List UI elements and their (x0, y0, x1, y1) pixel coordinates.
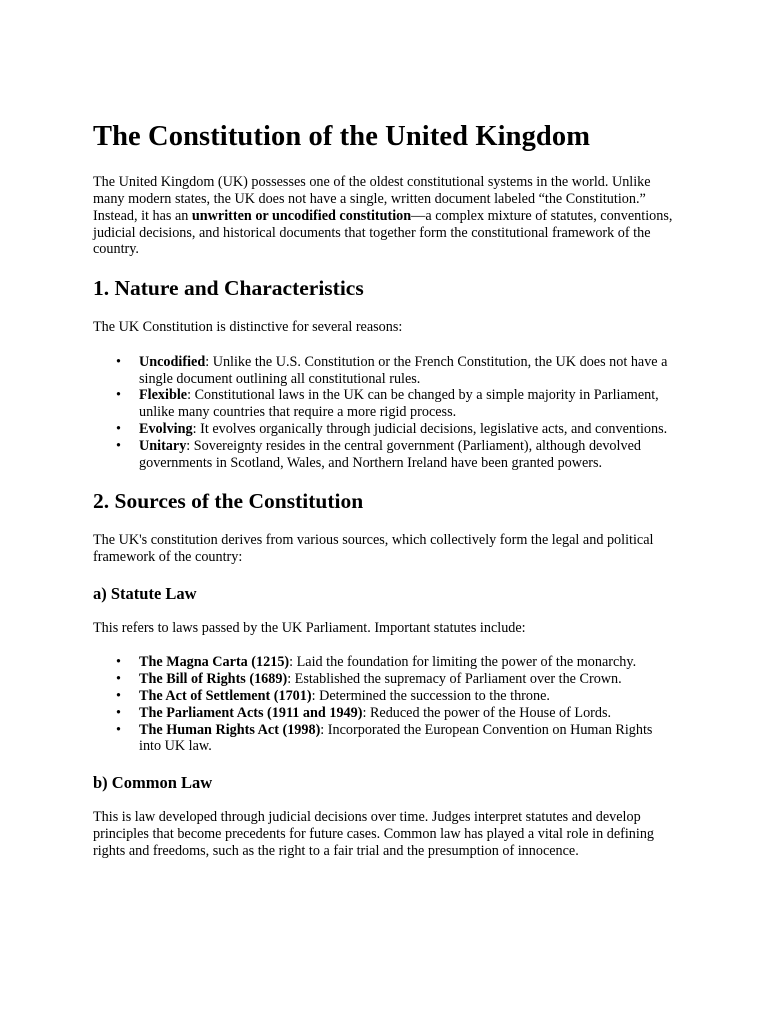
bullet-icon: • (116, 387, 121, 404)
section-sources-lead: The UK's constitution derives from various sources, which collectively form the legal and political framework of the country: (93, 532, 654, 565)
bullet-icon: • (116, 437, 121, 454)
list-item (116, 420, 674, 438)
section-nature-lead: The UK Constitution is distinctive for several reasons: (93, 318, 403, 335)
list-item-term: The Parliament Acts (1911 and 1949) (139, 704, 363, 721)
list-item-text: : Established the supremacy of Parliament over the Crown. (287, 671, 622, 688)
list-item-term: Unitary (139, 437, 187, 454)
bullet-icon: • (116, 654, 121, 671)
list-item-text: : Sovereignty resides in the central government (Parliament), although devolved governments in Scotland, Wales, and Northern Ireland have been granted powers. (139, 437, 641, 471)
list-item (116, 353, 674, 388)
bullet-icon: • (116, 671, 121, 688)
list-item-text: : Unlike the U.S. Constitution or the French Constitution, the UK does not have a single document outlining all constitutional rules. (139, 353, 668, 387)
list-item (116, 387, 674, 421)
subsection-heading-statute: a) Statute Law (93, 583, 197, 603)
list-item-term: Evolving (139, 420, 193, 437)
list-item-term: The Magna Carta (1215) (139, 654, 290, 671)
list-item (116, 721, 674, 756)
list-item-term: The Human Rights Act (1998) (139, 721, 321, 738)
list-item-text: : Laid the foundation for limiting the power of the monarchy. (289, 654, 637, 671)
document-title: The Constitution of the United Kingdom (93, 121, 591, 152)
list-item (116, 687, 674, 705)
list-item-term: Uncodified (139, 353, 206, 370)
intro-emphasis: unwritten or uncodified constitution (191, 207, 412, 224)
list-item-text: : Constitutional laws in the UK can be changed by a simple majority in Parliament, unlike many countries that require a more rigid process. (139, 387, 659, 421)
list-item (116, 704, 674, 722)
bullet-icon: • (116, 704, 121, 721)
list-item-text: : It evolves organically through judicial decisions, legislative acts, and conventions. (192, 420, 668, 437)
subsection-heading-common-law: b) Common Law (93, 773, 213, 793)
intro-text-end: —a complex mixture of statutes, conventions, judicial decisions, and historical documents that together form the constitutional framework of the country. (93, 207, 673, 258)
characteristics-list (93, 354, 674, 472)
bullet-icon: • (116, 353, 121, 370)
list-item-term: Flexible (139, 387, 188, 404)
bullet-icon: • (116, 420, 121, 437)
intro-text-start: The United Kingdom (UK) possesses one of the oldest constitutional systems in the world. Unlike many modern states, the UK does not have a single, written document labeled “the Constitution.” Instead, it has an (93, 174, 651, 224)
list-item (116, 437, 674, 472)
list-item-text: : Determined the succession to the throne. (311, 687, 550, 704)
intro-paragraph (93, 174, 674, 258)
list-item-text: : Reduced the power of the House of Lords. (362, 704, 612, 721)
list-item-text: : Incorporated the European Convention on Human Rights into UK law. (139, 721, 653, 755)
section-heading-nature: 1. Nature and Characteristics (93, 276, 364, 301)
list-item-term: The Act of Settlement (1701) (139, 687, 312, 704)
bullet-icon: • (116, 687, 121, 704)
list-item (116, 654, 674, 671)
common-law-paragraph: This is law developed through judicial decisions over time. Judges interpret statutes and develop principles that become precedents for future cases. Common law has played a vital role in defining rights and freedoms, such as the right to a fair trial and the presumption of innocence. (93, 808, 655, 859)
statutes-list (93, 654, 674, 755)
list-item-term: The Bill of Rights (1689) (139, 671, 288, 688)
list-item (116, 671, 674, 688)
section-heading-sources: 2. Sources of the Constitution (93, 489, 364, 514)
statute-lead: This refers to laws passed by the UK Parliament. Important statutes include: (93, 619, 526, 636)
bullet-icon: • (116, 721, 121, 738)
